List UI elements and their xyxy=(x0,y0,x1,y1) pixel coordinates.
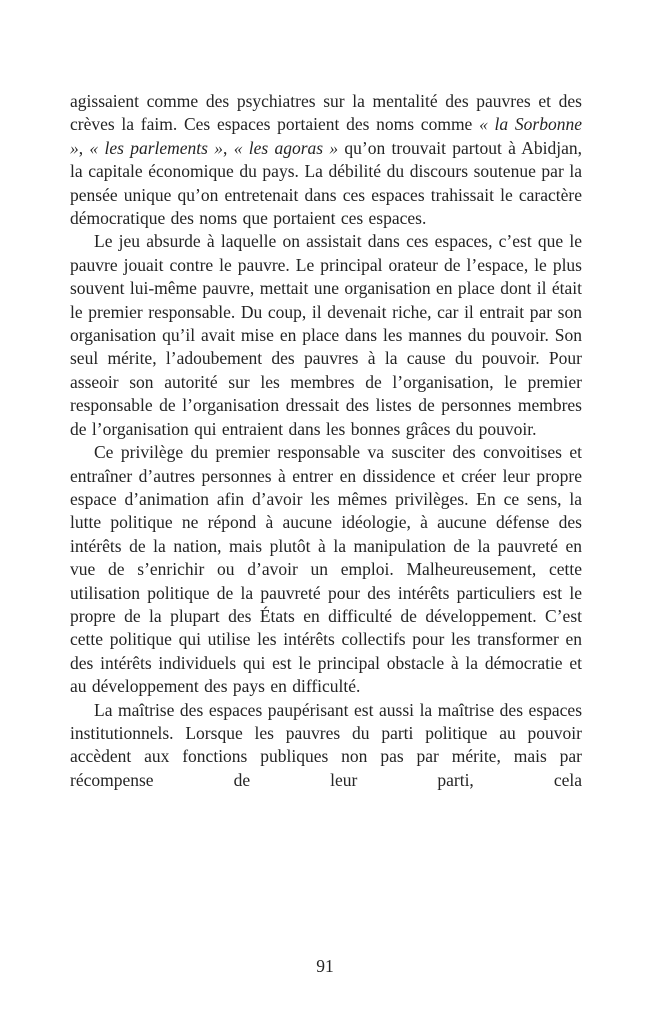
text-run: Ce privilège du premier responsable va susciter des convoitises et entraîner d’autres personnes à entrer en dissidence et créer leur propre espace d’animation afin d’avoir les mêmes privilèges. En ce sens, la lutte politique ne répond à aucune idéologie, à aucune défense des intérêts de la nation, mais plutôt à la manipulation de la pauvreté en vue de s’enrichir ou d’avoir un emploi. Malheureusement, cette utilisation politique de la pauvreté pour des intérêts particuliers est le propre de la plupart des États en difficulté de développement. C’est cette politique qui utilise les intérêts collectifs pour les transformer en des intérêts individuels qui est le principal obstacle à la démocratie et au développement des pays en difficulté. xyxy=(70,442,582,697)
body-text xyxy=(70,90,582,792)
paragraph-4 xyxy=(70,699,582,793)
page-number: 91 xyxy=(316,956,334,976)
text-run: Le jeu absurde à laquelle on assistait dans ces espaces, c’est que le pauvre jouait contre le pauvre. Le principal orateur de l’espace, le plus souvent lui-même pauvre, mettait une organisation en place dont il était le premier responsable. Du coup, il devenait riche, car il entrait par son organisation qu’il avait mise en place dans les mannes du pouvoir. Son seul mérite, l’adoubement des pauvres à la cause du pouvoir. Pour asseoir son autorité sur les membres de l’organisation, le premier responsable de l’organisation dressait des listes de personnes membres de l’organisation qui entraient dans les bonnes grâces du pouvoir. xyxy=(70,231,582,439)
text-run: qu’on trouvait partout à Abidjan, la capitale économique du pays. La débilité du discours soutenue par la pensée unique qu’on entretenait dans ces espaces trahissait le caractère démocratique des noms que portaient ces espaces. xyxy=(70,137,582,229)
italic-quote-les-agoras: « les agoras » xyxy=(233,137,339,158)
text-run: , xyxy=(223,137,234,158)
paragraph-3 xyxy=(70,441,582,698)
text-run: , xyxy=(78,137,90,158)
paragraph-1 xyxy=(70,90,582,230)
italic-quote-les-parlements: « les parlements » xyxy=(89,137,224,158)
italic-quote-la-sorbonne: « la Sorbonne » xyxy=(70,114,582,158)
text-run: agissaient comme des psychiatres sur la mentalité des pauvres et des crèves la faim. Ces espaces portaient des noms comme xyxy=(70,91,582,135)
paragraph-2 xyxy=(70,230,582,441)
text-run: La maîtrise des espaces paupérisant est aussi la maîtrise des espaces institutionnels. Lorsque les pauvres du parti politique au pouvoir accèdent aux fonctions publiques non pas par mérite, mais par récompense de leur parti, cela xyxy=(70,699,582,790)
